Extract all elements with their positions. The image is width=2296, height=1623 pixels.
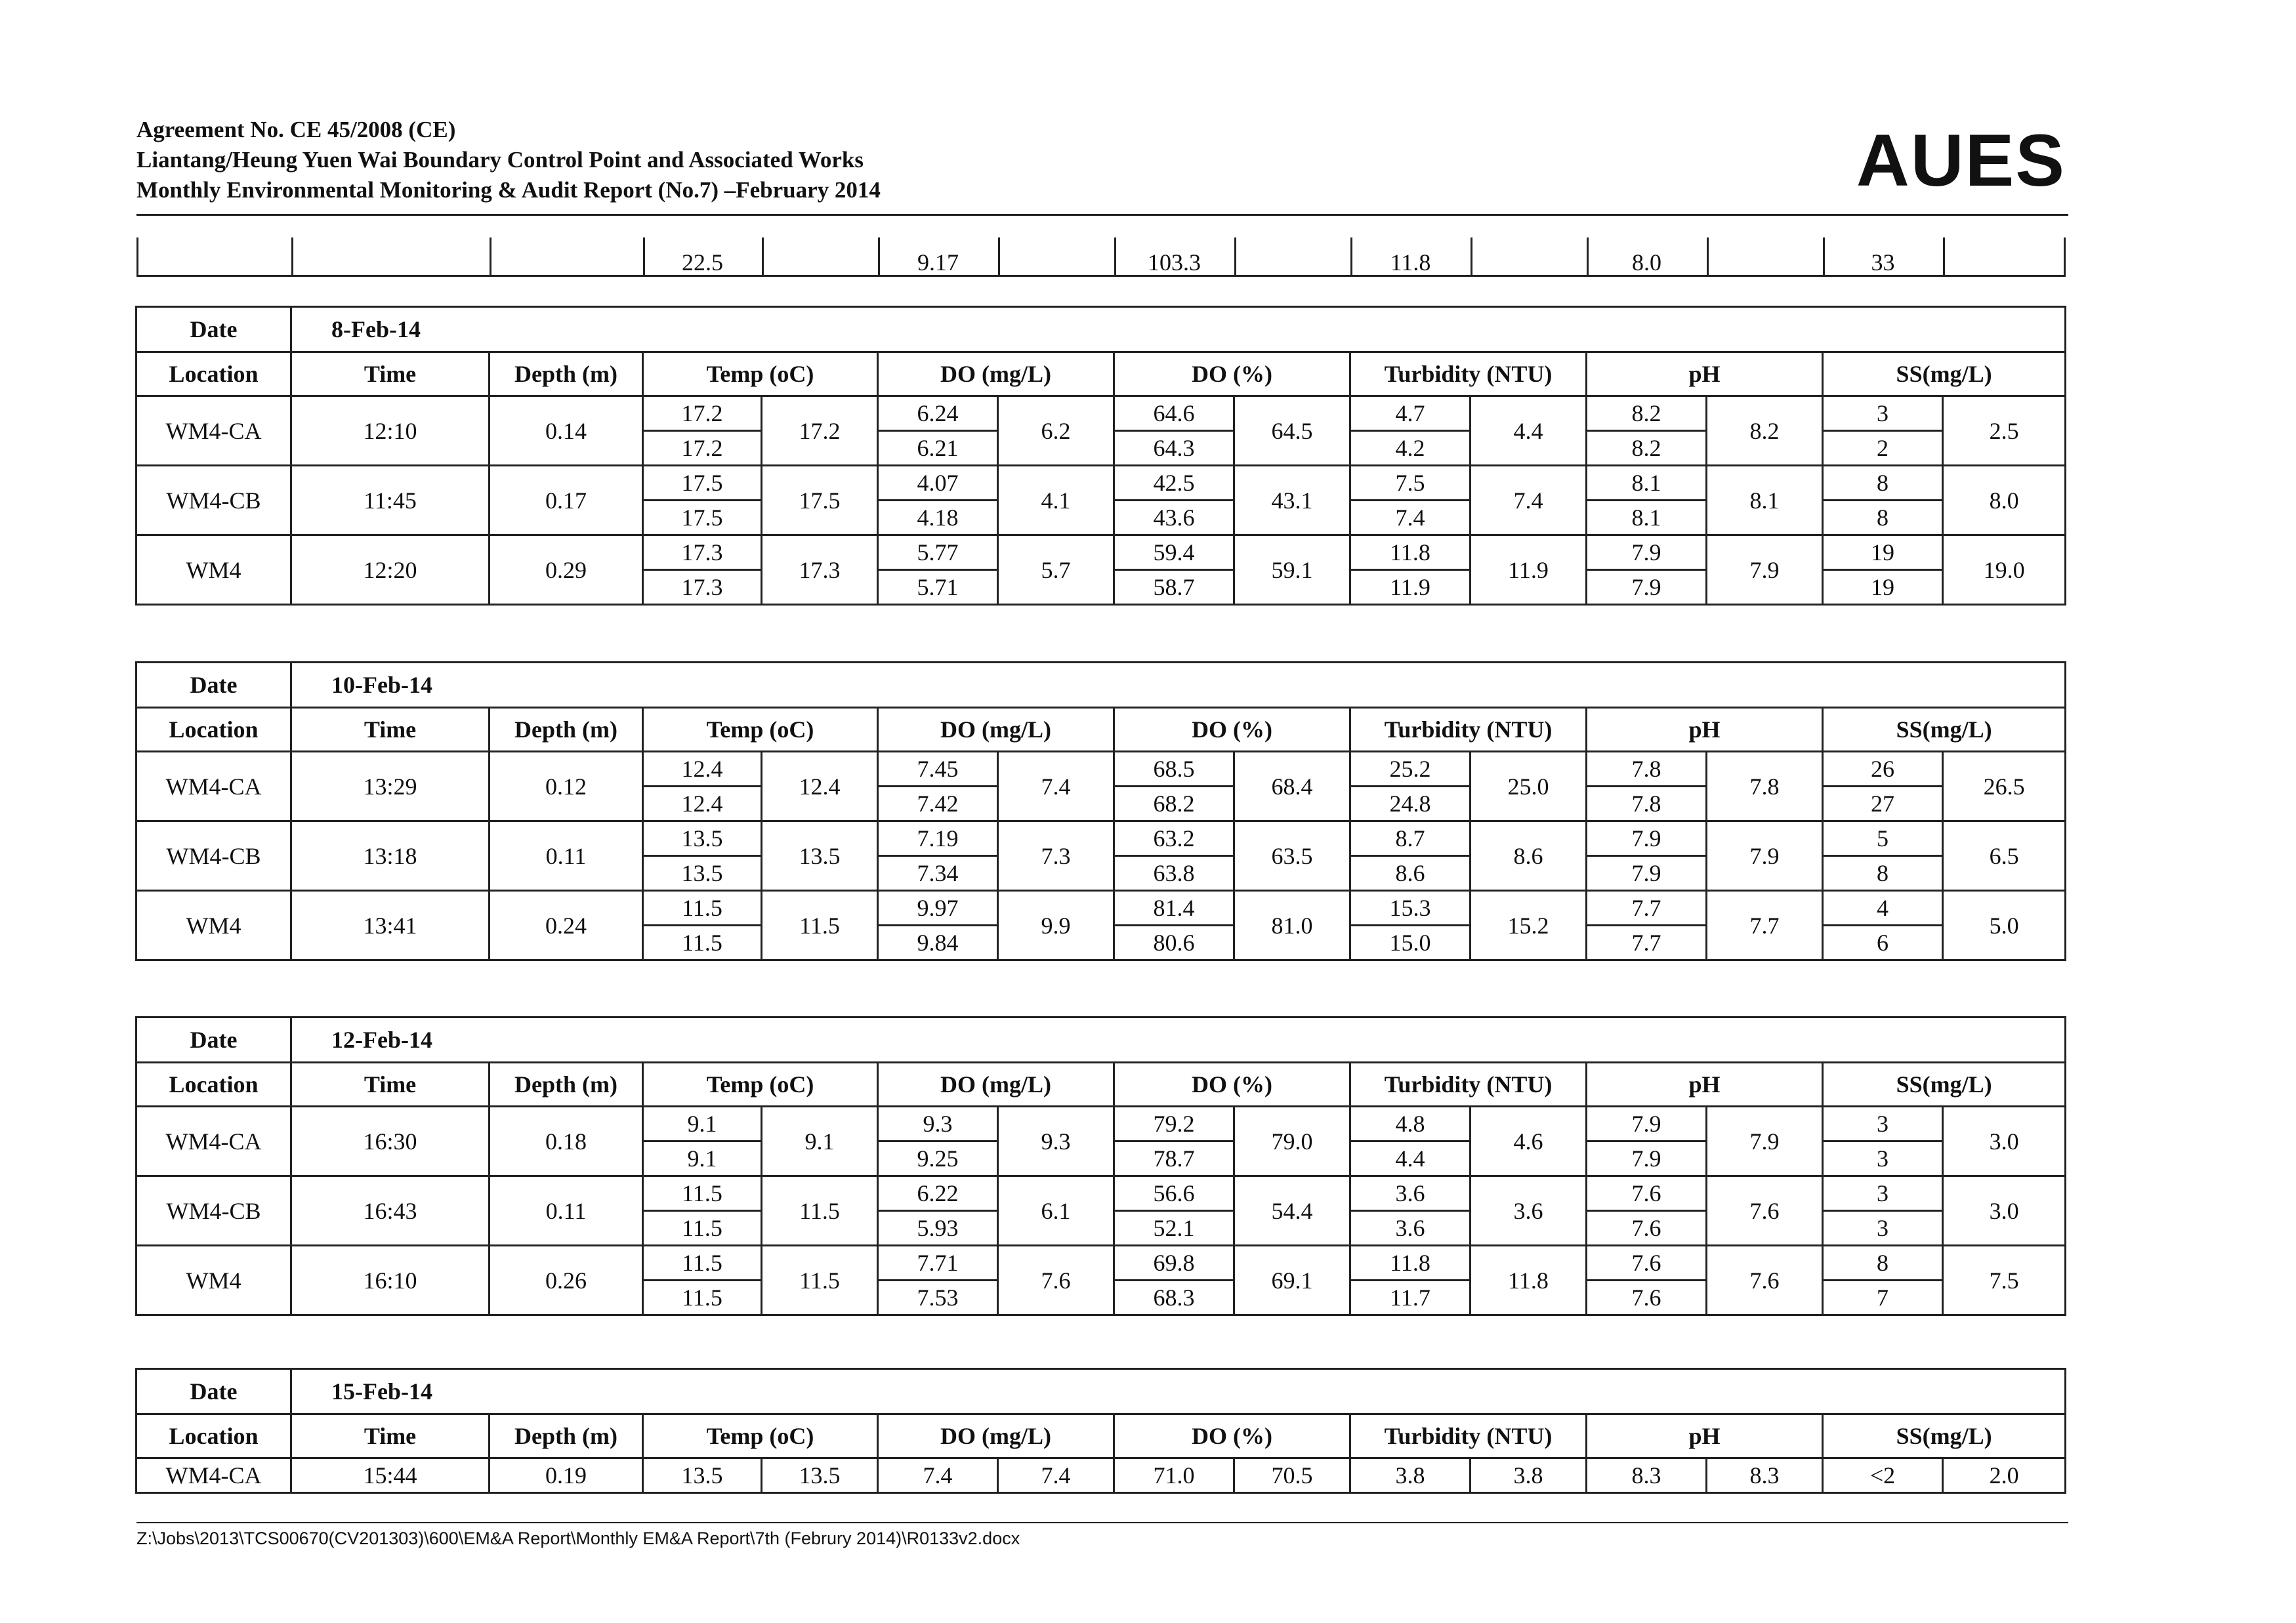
ph-reading: 7.9 bbox=[1587, 821, 1707, 856]
do-mgl-reading: 9.3 bbox=[878, 1107, 998, 1141]
do-pct-reading: 64.6 bbox=[1114, 396, 1234, 431]
ph-reading: 8.2 bbox=[1587, 396, 1707, 431]
depth: 0.12 bbox=[490, 752, 643, 821]
cont-ss: 33 bbox=[1871, 249, 1895, 276]
temp-reading: 13.5 bbox=[643, 821, 762, 856]
do-pct-reading: 52.1 bbox=[1114, 1211, 1234, 1246]
col-temp: Temp (oC) bbox=[643, 1063, 878, 1107]
ph-reading: 8.3 bbox=[1587, 1458, 1707, 1493]
ph-reading: 7.8 bbox=[1587, 787, 1707, 821]
turbidity-reading: 3.8 bbox=[1350, 1458, 1471, 1493]
ss-average: 7.5 bbox=[1943, 1246, 2066, 1315]
do-pct-reading: 71.0 bbox=[1114, 1458, 1234, 1493]
cont-do-mgl: 9.17 bbox=[917, 249, 959, 276]
time: 15:44 bbox=[291, 1458, 490, 1493]
cont-temp: 22.5 bbox=[682, 249, 723, 276]
col-ss: SS(mg/L) bbox=[1823, 1063, 2066, 1107]
temp-average: 11.5 bbox=[762, 1246, 878, 1315]
temp-reading: 12.4 bbox=[643, 752, 762, 787]
ph-average: 8.3 bbox=[1707, 1458, 1823, 1493]
do-pct-reading: 80.6 bbox=[1114, 926, 1234, 960]
ss-reading: 8 bbox=[1823, 466, 1943, 501]
do-mgl-average: 4.1 bbox=[998, 466, 1114, 535]
turbidity-average: 15.2 bbox=[1471, 891, 1587, 960]
col-ph: pH bbox=[1587, 708, 1823, 752]
do-mgl-reading: 7.19 bbox=[878, 821, 998, 856]
col-turbidity: Turbidity (NTU) bbox=[1350, 352, 1587, 396]
footer-rule bbox=[136, 1522, 2068, 1523]
turbidity-reading: 7.5 bbox=[1350, 466, 1471, 501]
turbidity-reading: 11.7 bbox=[1350, 1281, 1471, 1315]
ss-reading: 5 bbox=[1823, 821, 1943, 856]
ph-reading: 7.6 bbox=[1587, 1246, 1707, 1281]
temp-reading: 17.5 bbox=[643, 501, 762, 535]
ph-reading: 7.9 bbox=[1587, 856, 1707, 891]
ss-reading: 26 bbox=[1823, 752, 1943, 787]
temp-reading: 13.5 bbox=[643, 1458, 762, 1493]
ss-reading: 3 bbox=[1823, 1141, 1943, 1176]
col-temp: Temp (oC) bbox=[643, 708, 878, 752]
time: 16:43 bbox=[291, 1176, 490, 1246]
temp-reading: 17.2 bbox=[643, 431, 762, 466]
ph-average: 7.9 bbox=[1707, 821, 1823, 891]
turbidity-reading: 15.3 bbox=[1350, 891, 1471, 926]
do-pct-reading: 59.4 bbox=[1114, 535, 1234, 570]
turbidity-reading: 3.6 bbox=[1350, 1176, 1471, 1211]
ph-reading: 7.9 bbox=[1587, 1141, 1707, 1176]
do-mgl-reading: 7.42 bbox=[878, 787, 998, 821]
do-mgl-average: 7.6 bbox=[998, 1246, 1114, 1315]
do-mgl-reading: 6.22 bbox=[878, 1176, 998, 1211]
header-rule bbox=[136, 214, 2068, 216]
ss-average: 3.0 bbox=[1943, 1176, 2066, 1246]
date-label: Date bbox=[136, 1017, 291, 1063]
aues-logo: AUES bbox=[1856, 119, 2066, 201]
date-label: Date bbox=[136, 1369, 291, 1414]
turbidity-reading: 8.7 bbox=[1350, 821, 1471, 856]
do-mgl-reading: 7.34 bbox=[878, 856, 998, 891]
col-do-mgl: DO (mg/L) bbox=[878, 1063, 1114, 1107]
temp-average: 11.5 bbox=[762, 891, 878, 960]
ph-reading: 7.7 bbox=[1587, 926, 1707, 960]
temp-reading: 11.5 bbox=[643, 1281, 762, 1315]
ss-average: 6.5 bbox=[1943, 821, 2066, 891]
ss-average: 26.5 bbox=[1943, 752, 2066, 821]
time: 11:45 bbox=[291, 466, 490, 535]
ph-average: 7.6 bbox=[1707, 1176, 1823, 1246]
do-pct-average: 70.5 bbox=[1234, 1458, 1350, 1493]
table-10-feb bbox=[135, 661, 2066, 961]
turbidity-reading: 11.8 bbox=[1350, 535, 1471, 570]
do-mgl-reading: 4.07 bbox=[878, 466, 998, 501]
col-time: Time bbox=[291, 708, 490, 752]
do-mgl-average: 7.4 bbox=[998, 752, 1114, 821]
turbidity-average: 3.8 bbox=[1471, 1458, 1587, 1493]
turbidity-reading: 3.6 bbox=[1350, 1211, 1471, 1246]
ph-average: 7.6 bbox=[1707, 1246, 1823, 1315]
do-pct-average: 59.1 bbox=[1234, 535, 1350, 605]
ph-average: 8.2 bbox=[1707, 396, 1823, 466]
ph-reading: 7.6 bbox=[1587, 1281, 1707, 1315]
col-do-pct: DO (%) bbox=[1114, 352, 1350, 396]
col-depth: Depth (m) bbox=[490, 352, 643, 396]
turbidity-average: 3.6 bbox=[1471, 1176, 1587, 1246]
ph-average: 7.7 bbox=[1707, 891, 1823, 960]
col-depth: Depth (m) bbox=[490, 708, 643, 752]
agreement-line: Agreement No. CE 45/2008 (CE) bbox=[136, 117, 456, 142]
ss-average: 2.5 bbox=[1943, 396, 2066, 466]
col-do-mgl: DO (mg/L) bbox=[878, 352, 1114, 396]
col-do-pct: DO (%) bbox=[1114, 1414, 1350, 1458]
col-do-pct: DO (%) bbox=[1114, 708, 1350, 752]
do-mgl-reading: 9.97 bbox=[878, 891, 998, 926]
turbidity-reading: 4.7 bbox=[1350, 396, 1471, 431]
depth: 0.17 bbox=[490, 466, 643, 535]
turbidity-reading: 25.2 bbox=[1350, 752, 1471, 787]
temp-average: 17.3 bbox=[762, 535, 878, 605]
depth: 0.11 bbox=[490, 1176, 643, 1246]
do-mgl-reading: 4.18 bbox=[878, 501, 998, 535]
do-pct-reading: 81.4 bbox=[1114, 891, 1234, 926]
file-path: Z:\Jobs\2013\TCS00670(CV201303)\600\EM&A Report\Monthly EM&A Report\7th (Februry 2014)\R0133v2.docx bbox=[136, 1529, 1020, 1548]
ss-reading: 8 bbox=[1823, 1246, 1943, 1281]
turbidity-reading: 4.4 bbox=[1350, 1141, 1471, 1176]
temp-average: 13.5 bbox=[762, 1458, 878, 1493]
do-pct-average: 54.4 bbox=[1234, 1176, 1350, 1246]
col-turbidity: Turbidity (NTU) bbox=[1350, 708, 1587, 752]
do-pct-average: 68.4 bbox=[1234, 752, 1350, 821]
time: 13:18 bbox=[291, 821, 490, 891]
turbidity-average: 8.6 bbox=[1471, 821, 1587, 891]
temp-reading: 11.5 bbox=[643, 891, 762, 926]
report-header bbox=[136, 115, 2066, 213]
ss-reading: 3 bbox=[1823, 1211, 1943, 1246]
temp-reading: 17.3 bbox=[643, 535, 762, 570]
do-pct-reading: 68.3 bbox=[1114, 1281, 1234, 1315]
time: 12:20 bbox=[291, 535, 490, 605]
temp-average: 17.2 bbox=[762, 396, 878, 466]
col-turbidity: Turbidity (NTU) bbox=[1350, 1414, 1587, 1458]
ss-reading: 4 bbox=[1823, 891, 1943, 926]
do-pct-reading: 79.2 bbox=[1114, 1107, 1234, 1141]
do-pct-average: 64.5 bbox=[1234, 396, 1350, 466]
table-15-feb bbox=[135, 1368, 2066, 1494]
ph-reading: 7.6 bbox=[1587, 1211, 1707, 1246]
temp-average: 13.5 bbox=[762, 821, 878, 891]
location: WM4-CA bbox=[136, 752, 291, 821]
ss-reading: 8 bbox=[1823, 501, 1943, 535]
turbidity-average: 25.0 bbox=[1471, 752, 1587, 821]
temp-average: 17.5 bbox=[762, 466, 878, 535]
turbidity-average: 4.6 bbox=[1471, 1107, 1587, 1176]
location: WM4 bbox=[136, 1246, 291, 1315]
ph-reading: 7.9 bbox=[1587, 1107, 1707, 1141]
do-pct-average: 79.0 bbox=[1234, 1107, 1350, 1176]
location: WM4-CB bbox=[136, 466, 291, 535]
time: 13:29 bbox=[291, 752, 490, 821]
col-time: Time bbox=[291, 1414, 490, 1458]
depth: 0.18 bbox=[490, 1107, 643, 1176]
col-do-mgl: DO (mg/L) bbox=[878, 1414, 1114, 1458]
ph-reading: 7.7 bbox=[1587, 891, 1707, 926]
col-temp: Temp (oC) bbox=[643, 1414, 878, 1458]
do-pct-reading: 69.8 bbox=[1114, 1246, 1234, 1281]
temp-reading: 17.5 bbox=[643, 466, 762, 501]
time: 13:41 bbox=[291, 891, 490, 960]
do-pct-reading: 56.6 bbox=[1114, 1176, 1234, 1211]
turbidity-reading: 11.8 bbox=[1350, 1246, 1471, 1281]
date-value: 8-Feb-14 bbox=[291, 307, 2066, 352]
date-label: Date bbox=[136, 307, 291, 352]
temp-average: 12.4 bbox=[762, 752, 878, 821]
do-mgl-reading: 5.71 bbox=[878, 570, 998, 605]
col-ph: pH bbox=[1587, 352, 1823, 396]
location: WM4 bbox=[136, 891, 291, 960]
col-time: Time bbox=[291, 352, 490, 396]
date-value: 12-Feb-14 bbox=[291, 1017, 2066, 1063]
ph-reading: 7.6 bbox=[1587, 1176, 1707, 1211]
do-pct-average: 69.1 bbox=[1234, 1246, 1350, 1315]
ss-reading: 3 bbox=[1823, 1176, 1943, 1211]
continuation-row bbox=[136, 237, 2066, 277]
date-label: Date bbox=[136, 663, 291, 708]
depth: 0.29 bbox=[490, 535, 643, 605]
do-mgl-reading: 7.45 bbox=[878, 752, 998, 787]
do-pct-reading: 58.7 bbox=[1114, 570, 1234, 605]
ph-average: 7.9 bbox=[1707, 1107, 1823, 1176]
date-value: 15-Feb-14 bbox=[291, 1369, 2066, 1414]
do-mgl-reading: 5.77 bbox=[878, 535, 998, 570]
temp-reading: 11.5 bbox=[643, 1211, 762, 1246]
time: 16:10 bbox=[291, 1246, 490, 1315]
temp-average: 9.1 bbox=[762, 1107, 878, 1176]
location: WM4-CA bbox=[136, 396, 291, 466]
ss-average: 2.0 bbox=[1943, 1458, 2066, 1493]
do-mgl-average: 9.3 bbox=[998, 1107, 1114, 1176]
do-mgl-reading: 7.71 bbox=[878, 1246, 998, 1281]
do-mgl-reading: 9.25 bbox=[878, 1141, 998, 1176]
ss-average: 8.0 bbox=[1943, 466, 2066, 535]
ph-average: 8.1 bbox=[1707, 466, 1823, 535]
turbidity-reading: 4.2 bbox=[1350, 431, 1471, 466]
temp-reading: 11.5 bbox=[643, 1176, 762, 1211]
col-ss: SS(mg/L) bbox=[1823, 1414, 2066, 1458]
do-pct-average: 43.1 bbox=[1234, 466, 1350, 535]
temp-reading: 17.2 bbox=[643, 396, 762, 431]
depth: 0.14 bbox=[490, 396, 643, 466]
do-pct-average: 81.0 bbox=[1234, 891, 1350, 960]
time: 12:10 bbox=[291, 396, 490, 466]
do-pct-reading: 63.8 bbox=[1114, 856, 1234, 891]
ph-reading: 8.2 bbox=[1587, 431, 1707, 466]
col-location: Location bbox=[136, 352, 291, 396]
ss-reading: 19 bbox=[1823, 570, 1943, 605]
temp-reading: 12.4 bbox=[643, 787, 762, 821]
do-pct-reading: 63.2 bbox=[1114, 821, 1234, 856]
temp-reading: 17.3 bbox=[643, 570, 762, 605]
ss-reading: 6 bbox=[1823, 926, 1943, 960]
do-mgl-reading: 7.4 bbox=[878, 1458, 998, 1493]
ss-reading: 27 bbox=[1823, 787, 1943, 821]
temp-reading: 11.5 bbox=[643, 926, 762, 960]
col-depth: Depth (m) bbox=[490, 1414, 643, 1458]
ss-reading: 3 bbox=[1823, 1107, 1943, 1141]
col-ph: pH bbox=[1587, 1063, 1823, 1107]
location: WM4-CA bbox=[136, 1107, 291, 1176]
do-pct-reading: 42.5 bbox=[1114, 466, 1234, 501]
do-mgl-reading: 5.93 bbox=[878, 1211, 998, 1246]
temp-reading: 9.1 bbox=[643, 1141, 762, 1176]
do-pct-average: 63.5 bbox=[1234, 821, 1350, 891]
col-turbidity: Turbidity (NTU) bbox=[1350, 1063, 1587, 1107]
col-temp: Temp (oC) bbox=[643, 352, 878, 396]
date-value: 10-Feb-14 bbox=[291, 663, 2066, 708]
do-mgl-average: 9.9 bbox=[998, 891, 1114, 960]
report-title: Monthly Environmental Monitoring & Audit Report (No.7) –February 2014 bbox=[136, 177, 881, 203]
location: WM4-CB bbox=[136, 1176, 291, 1246]
table-12-feb bbox=[135, 1016, 2066, 1316]
temp-reading: 11.5 bbox=[643, 1246, 762, 1281]
col-location: Location bbox=[136, 708, 291, 752]
temp-average: 11.5 bbox=[762, 1176, 878, 1246]
cont-turbidity: 11.8 bbox=[1390, 249, 1431, 276]
depth: 0.19 bbox=[490, 1458, 643, 1493]
turbidity-average: 4.4 bbox=[1471, 396, 1587, 466]
depth: 0.26 bbox=[490, 1246, 643, 1315]
project-title: Liantang/Heung Yuen Wai Boundary Control Point and Associated Works bbox=[136, 147, 864, 173]
col-ss: SS(mg/L) bbox=[1823, 708, 2066, 752]
do-pct-reading: 78.7 bbox=[1114, 1141, 1234, 1176]
ph-average: 7.8 bbox=[1707, 752, 1823, 821]
col-do-mgl: DO (mg/L) bbox=[878, 708, 1114, 752]
turbidity-average: 7.4 bbox=[1471, 466, 1587, 535]
col-location: Location bbox=[136, 1414, 291, 1458]
ss-reading: 7 bbox=[1823, 1281, 1943, 1315]
col-depth: Depth (m) bbox=[490, 1063, 643, 1107]
col-do-pct: DO (%) bbox=[1114, 1063, 1350, 1107]
turbidity-reading: 4.8 bbox=[1350, 1107, 1471, 1141]
do-mgl-average: 6.1 bbox=[998, 1176, 1114, 1246]
ss-average: 3.0 bbox=[1943, 1107, 2066, 1176]
location: WM4 bbox=[136, 535, 291, 605]
col-ss: SS(mg/L) bbox=[1823, 352, 2066, 396]
table-8-feb bbox=[135, 306, 2066, 606]
turbidity-reading: 7.4 bbox=[1350, 501, 1471, 535]
temp-reading: 9.1 bbox=[643, 1107, 762, 1141]
do-pct-reading: 43.6 bbox=[1114, 501, 1234, 535]
turbidity-average: 11.9 bbox=[1471, 535, 1587, 605]
col-time: Time bbox=[291, 1063, 490, 1107]
do-pct-reading: 64.3 bbox=[1114, 431, 1234, 466]
temp-reading: 13.5 bbox=[643, 856, 762, 891]
ph-reading: 8.1 bbox=[1587, 501, 1707, 535]
ph-average: 7.9 bbox=[1707, 535, 1823, 605]
turbidity-reading: 11.9 bbox=[1350, 570, 1471, 605]
col-ph: pH bbox=[1587, 1414, 1823, 1458]
turbidity-average: 11.8 bbox=[1471, 1246, 1587, 1315]
do-pct-reading: 68.5 bbox=[1114, 752, 1234, 787]
depth: 0.11 bbox=[490, 821, 643, 891]
location: WM4-CA bbox=[136, 1458, 291, 1493]
do-pct-reading: 68.2 bbox=[1114, 787, 1234, 821]
do-mgl-average: 7.4 bbox=[998, 1458, 1114, 1493]
do-mgl-average: 5.7 bbox=[998, 535, 1114, 605]
ss-average: 5.0 bbox=[1943, 891, 2066, 960]
turbidity-reading: 24.8 bbox=[1350, 787, 1471, 821]
depth: 0.24 bbox=[490, 891, 643, 960]
ph-reading: 8.1 bbox=[1587, 466, 1707, 501]
do-mgl-reading: 7.53 bbox=[878, 1281, 998, 1315]
ss-average: 19.0 bbox=[1943, 535, 2066, 605]
do-mgl-reading: 9.84 bbox=[878, 926, 998, 960]
do-mgl-average: 7.3 bbox=[998, 821, 1114, 891]
do-mgl-reading: 6.21 bbox=[878, 431, 998, 466]
ss-reading: 19 bbox=[1823, 535, 1943, 570]
turbidity-reading: 15.0 bbox=[1350, 926, 1471, 960]
do-mgl-average: 6.2 bbox=[998, 396, 1114, 466]
turbidity-reading: 8.6 bbox=[1350, 856, 1471, 891]
do-mgl-reading: 6.24 bbox=[878, 396, 998, 431]
ss-reading: 2 bbox=[1823, 431, 1943, 466]
ss-reading: 8 bbox=[1823, 856, 1943, 891]
cont-do-pct: 103.3 bbox=[1148, 249, 1201, 276]
ph-reading: 7.9 bbox=[1587, 535, 1707, 570]
ss-reading: 3 bbox=[1823, 396, 1943, 431]
col-location: Location bbox=[136, 1063, 291, 1107]
ss-reading: <2 bbox=[1823, 1458, 1943, 1493]
cont-ph: 8.0 bbox=[1632, 249, 1661, 276]
ph-reading: 7.9 bbox=[1587, 570, 1707, 605]
ph-reading: 7.8 bbox=[1587, 752, 1707, 787]
location: WM4-CB bbox=[136, 821, 291, 891]
time: 16:30 bbox=[291, 1107, 490, 1176]
